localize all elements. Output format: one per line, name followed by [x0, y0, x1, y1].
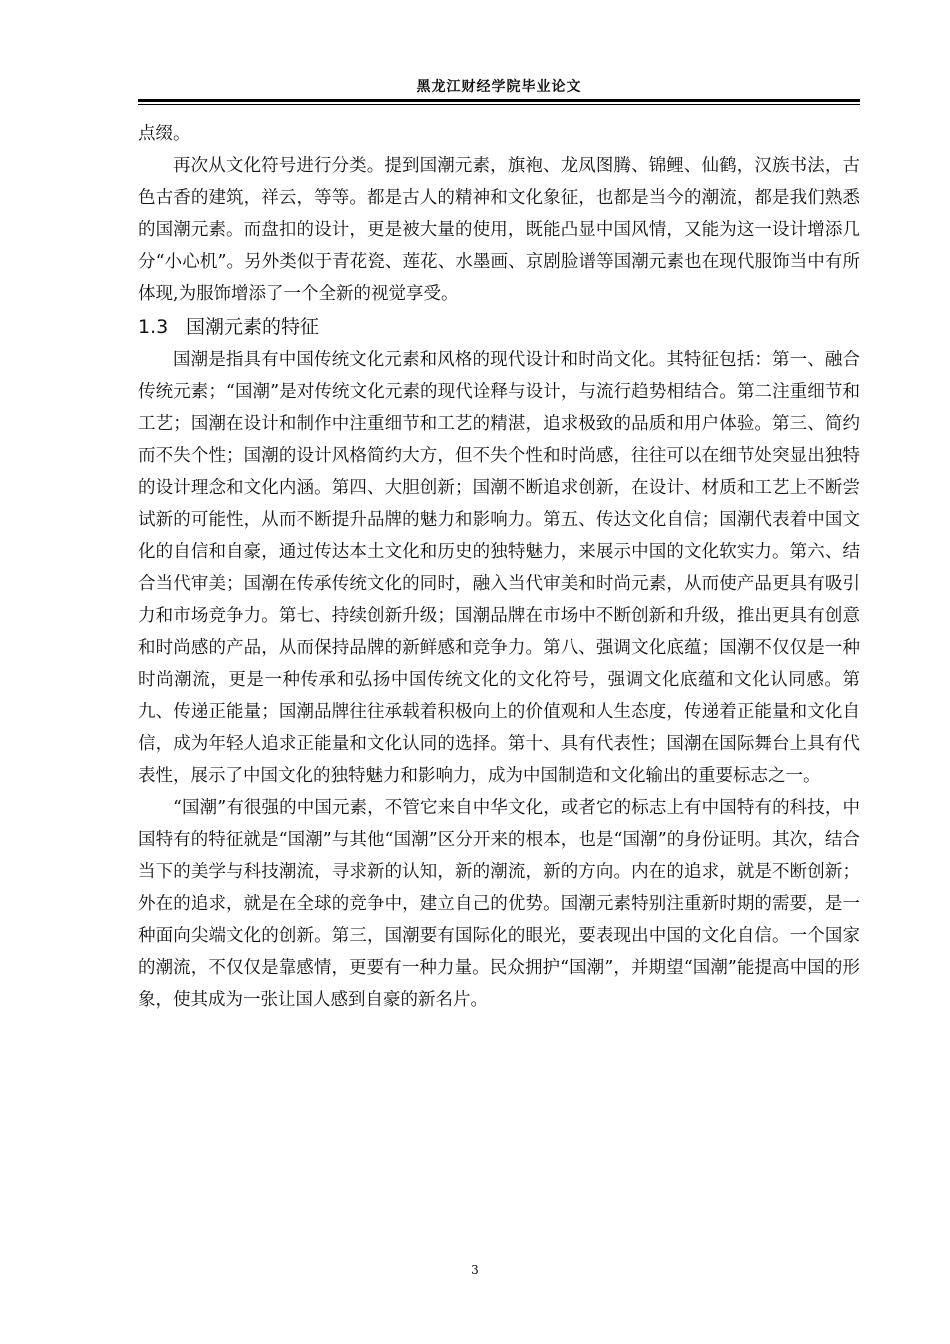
section-title: 国潮元素的特征 [186, 316, 320, 338]
paragraph-chinese-elements: “国潮”有很强的中国元素，不管它来自中华文化，或者它的标志上有中国特有的科技，中国特有的特征就是“国潮”与其他“国潮”区分开来的根本，也是“国潮”的身份证明。其次，结合当下的美学与科技潮流，寻求新的认知，新的潮流，新的方向。内在的追求，就是不断创新；外在的追求，就是在全球的竞争中，建立自己的优势。国潮元素特别注重新时期的需要，是一种面向尖端文化的创新。第三，国潮要有国际化的眼光，要表现出中国的文化自信。一个国家的潮流，不仅仅是靠感情，更要有一种力量。民众拥护“国潮”，并期望“国潮”能提高中国的形象，使其成为一张让国人感到自豪的新名片。 [138, 798, 860, 1010]
section-number: 1.3 [138, 316, 169, 338]
page-header-title: 黑龙江财经学院毕业论文 [416, 79, 582, 95]
header-rule-thin [138, 104, 860, 105]
page-number: 3 [471, 1263, 479, 1277]
paragraph-continuation: 点缀。 [138, 124, 191, 144]
section-heading [138, 310, 860, 344]
paragraph-cultural-symbols: 再次从文化符号进行分类。提到国潮元素，旗袍、龙凤图腾、锦鲤、仙鹤，汉族书法，古色古香的建筑，祥云，等等。都是古人的精神和文化象征，也都是当今的潮流，都是我们熟悉的国潮元素。而盘扣的设计，更是被大量的使用，既能凸显中国风情，又能为这一设计增添几分“小心机”。另外类似于青花瓷、莲花、水墨画、京剧脸谱等国潮元素也在现代服饰当中有所体现,为服饰增添了一个全新的视觉享受。 [138, 156, 860, 304]
paragraph-characteristics: 国潮是指具有中国传统文化元素和风格的现代设计和时尚文化。其特征包括：第一、融合传统元素；“国潮”是对传统文化元素的现代诠释与设计，与流行趋势相结合。第二注重细节和工艺；国潮在设计和制作中注重细节和工艺的精湛，追求极致的品质和用户体验。第三、简约而不失个性；国潮的设计风格简约大方，但不失个性和时尚感，往往可以在细节处突显出独特的设计理念和文化内涵。第四、大胆创新；国潮不断追求创新，在设计、材质和工艺上不断尝试新的可能性，从而不断提升品牌的魅力和影响力。第五、传达文化自信；国潮代表着中国文化的自信和自豪，通过传达本土文化和历史的独特魅力，来展示中国的文化软实力。第六、结合当代审美；国潮在传承传统文化的同时，融入当代审美和时尚元素，从而使产品更具有吸引力和市场竞争力。第七、持续创新升级；国潮品牌在市场中不断创新和升级，推出更具有创意和时尚感的产品，从而保持品牌的新鲜感和竞争力。第八、强调文化底蕴；国潮不仅仅是一种时尚潮流，更是一种传承和弘扬中国传统文化的文化符号，强调文化底蕴和文化认同感。第九、传递正能量；国潮品牌往往承载着积极向上的价值观和人生态度，传递着正能量和文化自信，成为年轻人追求正能量和文化认同的选择。第十、具有代表性；国潮在国际舞台上具有代表性，展示了中国文化的独特魅力和影响力，成为中国制造和文化输出的重要标志之一。 [138, 350, 860, 786]
document-body [138, 118, 860, 1016]
header-rule-thick [138, 99, 860, 102]
